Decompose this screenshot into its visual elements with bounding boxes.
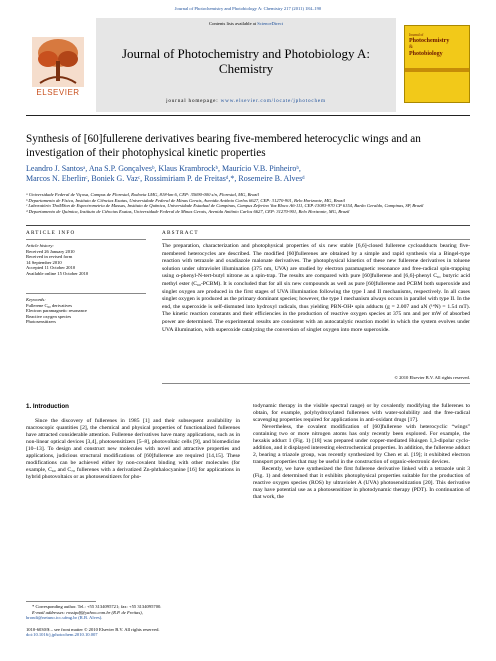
intro-left-column bbox=[26, 403, 240, 481]
masthead bbox=[26, 18, 470, 112]
intro-paragraph-1: Since the discovery of fullerenes in 1985 [1] and their subsequent availability in macroscopic quantities [2], the chemical and physical properties of functionalized fullerenes have attracted considerable attention. Fullerene derivatives have many applications, such as in non-linear optical devices [3,4], photosensitizers [5–8], photovoltaic cells [9], and biomedicine [10–13]. To design and construct new molecules with novel and attractive properties and applications, judicious structural modifications of [60]fullerene are required [14,15]. These modifications can be achieved either by non-covalent binding with other molecules (for example, C₆₀ and C₇₀ fullerenes with a derivatized Zn-phthalocyanine [16] for applications in hybrid photovoltaics or as photosensitizers for pho- bbox=[26, 418, 240, 480]
authors-line-1[interactable]: Leandro J. Santosᵃ, Ana S.P. Gonçalvesᵇ, Klaus Krambrockᵇ, Maurício V.B. Pinheiroᵇ, bbox=[26, 164, 301, 173]
affiliation-a: ᵃ Universidade Federal de Viçosa, Campus de Florestal, Rodovia LMG, 818-km 6, CEP: 35690-000 s/n, Florestal, MG, Brazil bbox=[26, 192, 259, 197]
doi-link[interactable]: doi:10.1016/j.jphotochem.2010.10.007 bbox=[26, 632, 98, 638]
journal-title: Journal of Photochemistry and Photobiology A: Chemistry bbox=[121, 46, 371, 76]
abstract-rule bbox=[162, 239, 470, 240]
email-addresses: E-mail addresses: rossipdf@yahoo.com.br (R.P. de Freitas), bbox=[32, 609, 143, 615]
article-info bbox=[26, 230, 146, 325]
keywords bbox=[26, 297, 146, 325]
issn-line: 1010-6030/$ – see front matter © 2010 Elsevier B.V. All rights reserved. bbox=[26, 626, 160, 632]
elsevier-tree-icon bbox=[26, 31, 90, 89]
affiliation-b: ᵇ Departamento de Física, Instituto de Ciências Exatas, Universidade Federal de Minas Gerais, Avenida Antônio Carlos 6627, CEP: 31270-901, Belo Horizonte, MG, Brazil bbox=[26, 197, 345, 203]
intro-right-column bbox=[253, 403, 470, 501]
article-info-heading: ARTICLE INFO bbox=[26, 230, 76, 236]
history-label: Article history: bbox=[26, 243, 54, 248]
cover-title-line1: Photochemistry bbox=[409, 38, 450, 44]
abstract-heading: ABSTRACT bbox=[162, 230, 199, 236]
running-head bbox=[0, 6, 496, 12]
homepage-line bbox=[96, 98, 396, 104]
intro-paragraph-right-1: todynamic therapy in the visible spectral range) or by covalently modifying the fullerenes to obtain, for example, polyhydroxylated fullerenes with water-solubility and the free-radical scavenging properties required for applications in anti-oxidant drugs [17]. bbox=[253, 403, 470, 423]
article-history bbox=[26, 243, 146, 277]
history-item: 14 September 2010 bbox=[26, 259, 62, 265]
keyword-item: Reactive oxygen species bbox=[26, 313, 72, 319]
history-item: Received in revised form bbox=[26, 254, 73, 260]
keywords-rule bbox=[26, 293, 146, 294]
authors bbox=[26, 164, 470, 185]
abstract bbox=[162, 230, 470, 380]
article-info-rule bbox=[26, 239, 146, 240]
keyword-item: Photosensitizers bbox=[26, 319, 56, 325]
article-title: Synthesis of [60]fullerene derivatives bearing five-membered heterocyclic wings and an investigation of their photophysical kinetic properties bbox=[26, 133, 421, 159]
cover-title-amp: & bbox=[409, 45, 413, 50]
email-addresses-2[interactable]: brondi@netuno.icc.ufmg.br (R.B. Alves). bbox=[26, 615, 103, 621]
cover-band bbox=[405, 68, 469, 72]
affiliations bbox=[26, 192, 470, 214]
cover-series: Journal of bbox=[409, 33, 424, 37]
homepage-prefix: journal homepage: bbox=[166, 98, 221, 104]
history-list bbox=[26, 249, 146, 277]
publisher-logo-text: ELSEVIER bbox=[36, 88, 80, 97]
elsevier-logo bbox=[26, 31, 90, 99]
masthead-rule bbox=[26, 115, 470, 116]
affiliation-rule bbox=[26, 225, 470, 226]
keywords-label: Keywords: bbox=[26, 297, 46, 302]
masthead-center bbox=[96, 18, 396, 112]
keyword-item: Electron paramagnetic resonance bbox=[26, 308, 87, 314]
contents-line bbox=[96, 21, 396, 27]
history-item: Available online 15 October 2010 bbox=[26, 270, 89, 276]
intro-paragraph-right-2: Nevertheless, the covalent modification of [60]fullerene with heterocyclic “wings” containing two or more nitrogen atoms has only recently been explored. For example, the hexakis adduct 1 (Fig. 1) [18] was prepared under copper-mediated Huisgen 1,3-dipolar cyclo-addition, and it displayed interesting electrochemical properties. In addition, the fullerene adduct 2, bearing a triazole group, was recently synthesized by Chen et al. [19]; it exhibited electron transport properties that may be useful in the construction of organic-electronic devices. bbox=[253, 424, 470, 465]
sciencedirect-link[interactable]: ScienceDirect bbox=[257, 21, 283, 26]
intro-heading: 1. Introduction bbox=[26, 403, 69, 410]
history-item: Accepted 11 October 2010 bbox=[26, 265, 76, 271]
corresponding-author: * Corresponding author. Tel.: +55 3134095721; fax: +55 3134095700. bbox=[32, 604, 162, 609]
contents-prefix: Contents lists available at bbox=[209, 21, 258, 26]
keyword-item: Fullerene C₆₀ derivatives bbox=[26, 302, 73, 308]
abstract-bottom-rule bbox=[162, 383, 470, 384]
footnote-rule bbox=[26, 601, 96, 602]
history-item: Received 26 January 2010 bbox=[26, 248, 75, 254]
intro-paragraph-right-3: Recently, we have synthesized the first fullerene derivative linked with a tetrazole unit 3 (Fig. 1) and determined that it exhibits photophysical properties suitable for the production of reactive oxygen species (ROS) by ultraviolet A (UVA) photosensitization [20]. This derivative may have potential use as a photosensitizer in photodynamic therapy (PDT). In continuation of that work, the bbox=[253, 466, 470, 500]
journal-cover bbox=[404, 25, 470, 103]
copyright: © 2010 Elsevier B.V. All rights reserved. bbox=[394, 375, 470, 380]
keywords-list bbox=[26, 303, 146, 325]
affiliation-d: ᵈ Departamento de Química, Instituto de Ciências Exatas, Universidade Federal de Minas Gerais, Avenida Antônio Carlos 6627, CEP: 31270-901, Belo Horizonte, MG, Brazil bbox=[26, 208, 350, 214]
affiliation-c: ᶜ Laboratório ThoMSon de Espectrometria de Massas, Instituto de Química, Universidade Estadual de Campinas, Campus Zeferino Vaz Bloco A6-111, CEP:13083-970 CP 6154, Barão Geraldo, Campinas, SP, Brazil bbox=[26, 203, 424, 209]
abstract-text: The preparation, characterization and photophysical properties of six new stable [6,6]-closed fullerene cycloadducts bearing five-membered heterocycles are described. The modified [60]fullerenes are obtained by a simple and rapid synthesis via a Bingel-type reaction with tetrazole and oxadiazole malonate derivatives. The photophysical kinetics of these new fullerene derivatives in toluene solution under ultraviolet illumination (375 nm, UVA) are studied by electron paramagnetic resonance and free-radical spin-trapping using α-phenyl-N-tert-butyl nitrone as a spin-trap. The results are compared with pure [60]fullerene and [6,6]-phenyl C₆₁ butyric acid methyl ester (C₆₀-PCBM). It is concluded that for all six new compounds as well as pure [60]fullerene and PCBM both superoxide and singlet oxygen are produced in the first stages of UVA illumination following the type I and II mechanisms, respectively. In all cases singlet oxygen is produced as the primary dominant species; however, the type I mechanism always occurs in parallel with type II. In the end, the superoxide is self-dismuted into hydroxyl radicals, thus yielding PBN-OH• spin adducts (g = 2.007 and aN (¹⁴N) = 1.54 mT). The kinetic reaction constants and their efficiencies in the production of reactive oxygen species at 375 nm and per mW of absorbed power are determined. The experimental results are consistent with an autocatalytic reaction model in which the system evolves under UVA illumination, with superoxide catalyzing the conversion of singlet oxygen into more superoxide. bbox=[162, 243, 470, 333]
running-head-link[interactable]: Journal of Photochemistry and Photobiology A: Chemistry 217 (2011) 184–190 bbox=[174, 6, 322, 11]
cover-title-line2: Photobiology bbox=[409, 51, 443, 57]
footnotes bbox=[26, 604, 240, 638]
authors-line-2[interactable]: Marcos N. Eberlinᶜ, Boniek G. Vazᶜ, Rossimiriam P. de Freitasᵈ,*, Rosemeire B. Alvesᵈ bbox=[26, 174, 305, 184]
homepage-link[interactable]: www.elsevier.com/locate/jphotochem bbox=[220, 98, 326, 104]
